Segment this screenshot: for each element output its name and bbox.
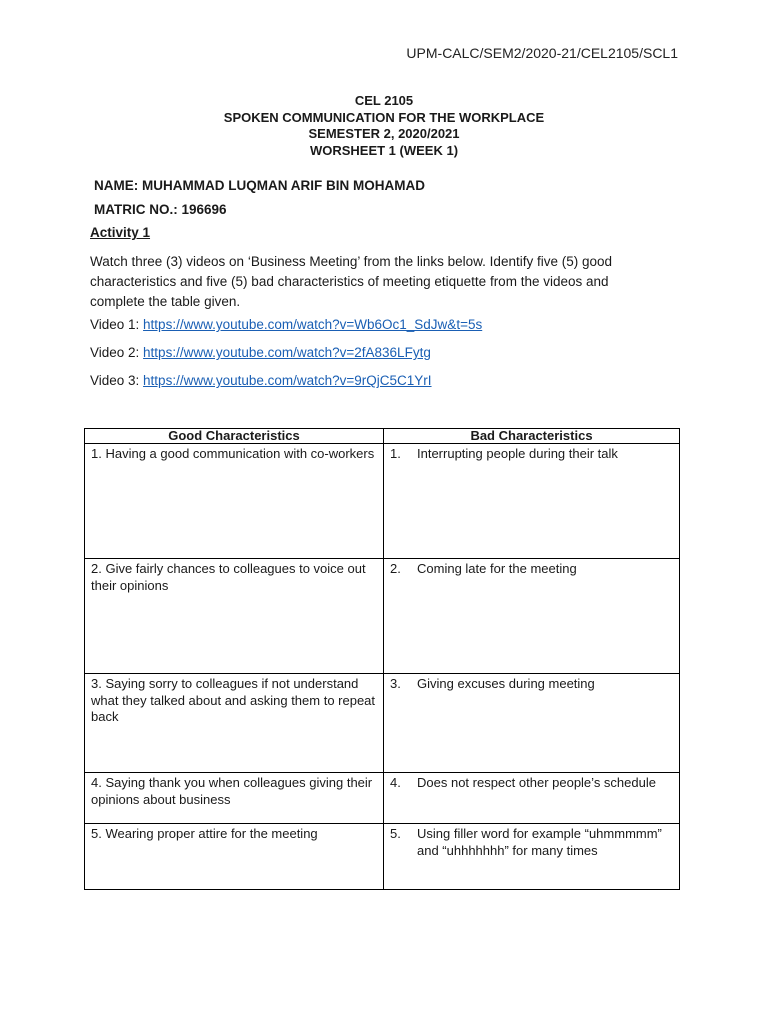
- video-2-link[interactable]: https://www.youtube.com/watch?v=2fA836LFytg: [143, 345, 431, 360]
- bad-item-text: Coming late for the meeting: [417, 561, 577, 576]
- video-3-link[interactable]: https://www.youtube.com/watch?v=9rQjC5C1YrI: [143, 373, 432, 388]
- student-name: NAME: MUHAMMAD LUQMAN ARIF BIN MOHAMAD: [94, 178, 425, 193]
- bad-characteristic-cell: [384, 824, 680, 890]
- bad-item-text: Using filler word for example “uhmmmmm” and “uhhhhhhh” for many times: [417, 826, 662, 858]
- semester: SEMESTER 2, 2020/2021: [308, 126, 460, 141]
- good-characteristic-cell: 4. Saying thank you when colleagues giving their opinions about business: [85, 773, 384, 824]
- document-reference: UPM-CALC/SEM2/2020-21/CEL2105/SCL1: [406, 45, 678, 61]
- table-row: [85, 824, 680, 890]
- video-1-label: Video 1:: [90, 317, 144, 332]
- table-header-row: [85, 429, 680, 444]
- bad-item-text: Does not respect other people’s schedule: [417, 775, 656, 790]
- good-characteristic-cell: 1. Having a good communication with co-workers: [85, 444, 384, 559]
- good-characteristic-cell: 5. Wearing proper attire for the meeting: [85, 824, 384, 890]
- bad-characteristic-cell: [384, 674, 680, 773]
- video-2-line: [90, 345, 431, 360]
- activity-heading: Activity 1: [90, 225, 151, 240]
- video-2-label: Video 2:: [90, 345, 144, 360]
- characteristics-table: [84, 428, 680, 890]
- video-1-line: [90, 317, 482, 332]
- course-code: CEL 2105: [354, 93, 414, 108]
- good-characteristic-cell: 2. Give fairly chances to colleagues to voice out their opinions: [85, 559, 384, 674]
- bad-item-number: 1.: [390, 446, 401, 461]
- bad-item-number: 5.: [390, 826, 401, 841]
- title-block: [0, 93, 768, 159]
- video-1-link[interactable]: https://www.youtube.com/watch?v=Wb6Oc1_SdJw&t=5s: [143, 317, 483, 332]
- bad-characteristic-cell: [384, 773, 680, 824]
- bad-characteristic-cell: [384, 559, 680, 674]
- bad-item-text: Giving excuses during meeting: [417, 676, 595, 691]
- video-3-line: [90, 373, 432, 388]
- good-characteristics-header: Good Characteristics: [85, 429, 384, 444]
- bad-characteristic-cell: [384, 444, 680, 559]
- video-3-label: Video 3:: [90, 373, 144, 388]
- course-name: SPOKEN COMMUNICATION FOR THE WORKPLACE: [223, 109, 545, 125]
- bad-characteristics-header: Bad Characteristics: [384, 429, 680, 444]
- good-characteristic-cell: 3. Saying sorry to colleagues if not understand what they talked about and asking them to repeat back: [85, 674, 384, 773]
- table-row: [85, 559, 680, 674]
- worksheet-title: WORSHEET 1 (WEEK 1): [309, 142, 459, 158]
- table-row: [85, 674, 680, 773]
- table-row: [85, 444, 680, 559]
- bad-item-number: 4.: [390, 775, 401, 790]
- bad-item-number: 2.: [390, 561, 401, 576]
- matric-number: MATRIC NO.: 196696: [94, 202, 227, 217]
- table-row: [85, 773, 680, 824]
- bad-item-number: 3.: [390, 676, 401, 691]
- bad-item-text: Interrupting people during their talk: [417, 446, 618, 461]
- activity-instructions: Watch three (3) videos on ‘Business Meeting’ from the links below. Identify five (5) good characteristics and five (5) bad characteristics of meeting etiquette from the videos and complete the table given.: [90, 254, 612, 309]
